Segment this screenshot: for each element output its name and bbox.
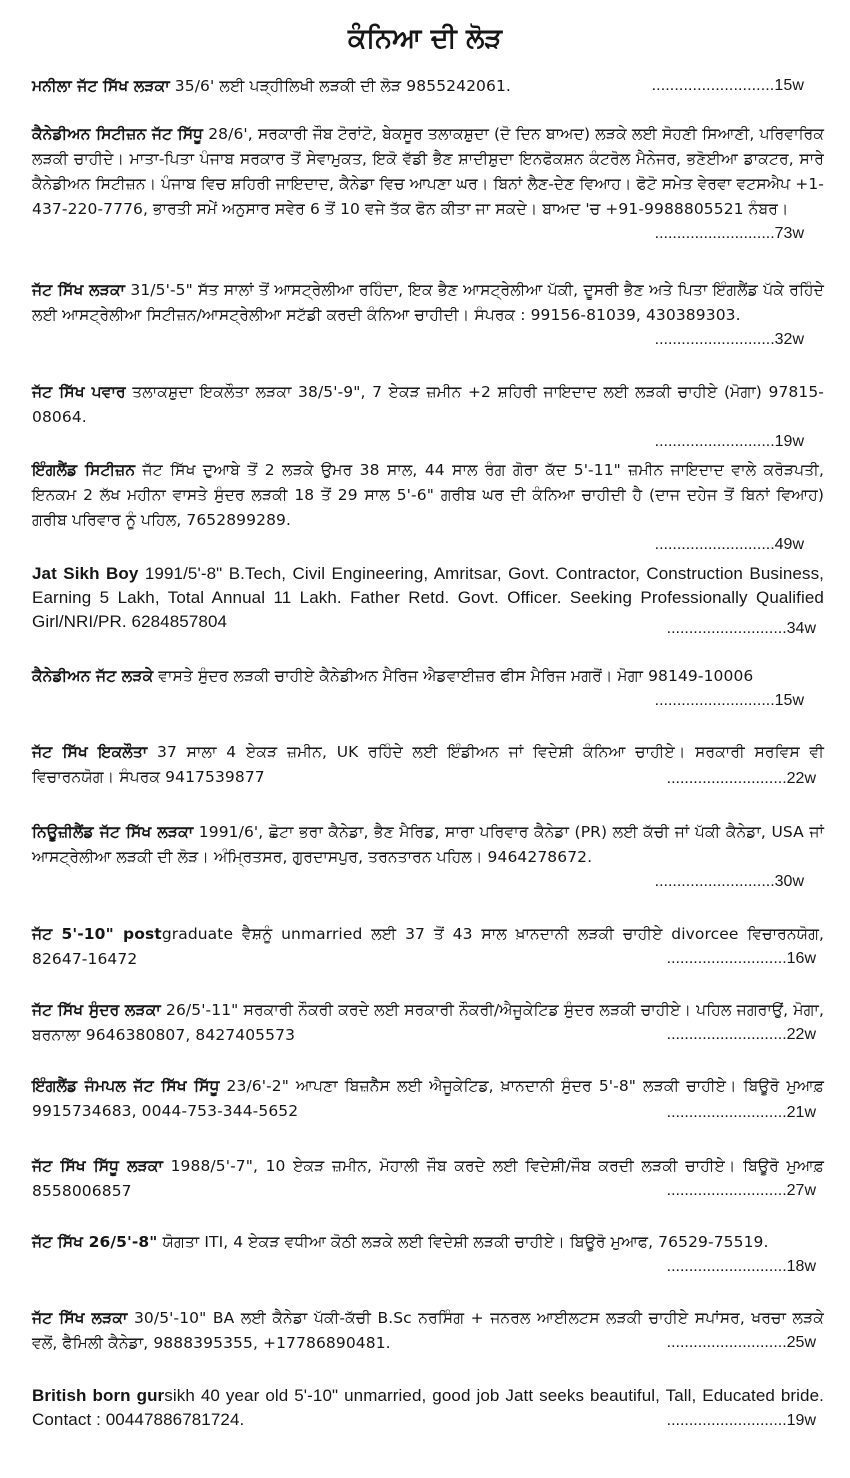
ad-ref: ...........................19w bbox=[666, 1412, 816, 1429]
ad-ref: ...........................49w bbox=[654, 536, 804, 553]
ad-item bbox=[32, 820, 824, 894]
ad-lead: ਜੱਟ ਸਿੱਖ ਲੜਕਾ bbox=[32, 1309, 128, 1327]
page-title: ਕੰਨਿਆ ਦੀ ਲੋੜ bbox=[347, 23, 503, 54]
ad-ref: ...........................27w bbox=[666, 1182, 816, 1199]
ad-text: 1991/5'-8" B.Tech, Civil Engineering, Amritsar, Govt. Contractor, Construction Business, Earning 5 Lakh, Total Annual 11 Lakh. Father Retd. Govt. Officer. Seeking Professionally Qualified Girl/NRI/PR. 6284857804 bbox=[32, 564, 824, 631]
ad-ref: ...........................25w bbox=[666, 1334, 816, 1351]
ad-ref: ...........................22w bbox=[666, 770, 816, 787]
ad-lead: ਇੰਗਲੈਂਡ ਜੰਮਪਲ ਜੱਟ ਸਿੱਖ ਸਿੱਧੂ bbox=[32, 1077, 220, 1095]
ad-text: 30/5'-10" BA ਲਈ ਕੈਨੇਡਾ ਪੱਕੀ-ਕੱਚੀ B.Sc ਨਰਸਿੰਗ + ਜਨਰਲ ਆਈਲਟਸ ਲੜਕੀ ਚਾਹੀਏ ਸਪਾਂਸਰ, ਖਰਚਾ ਲੜਕੇ ਵਲੋਂ, ਫੈਮਿਲੀ ਕੈਨੇਡਾ, 9888395355, +17786890481. bbox=[32, 1309, 824, 1352]
ad-lead: ਕੈਨੇਡੀਅਨ ਸਿਟੀਜ਼ਨ ਜੱਟ ਸਿੱਧੂ bbox=[32, 125, 204, 143]
ad-lead: ਇੰਗਲੈਂਡ ਸਿਟੀਜ਼ਨ bbox=[32, 461, 136, 479]
ad-text: 35/6' ਲਈ ਪੜ੍ਹੀਲਿਖੀ ਲੜਕੀ ਦੀ ਲੋੜ 9855242061. bbox=[169, 77, 511, 95]
ad-text: 1991/6', ਛੋਟਾ ਭਰਾ ਕੈਨੇਡਾ, ਭੈਣ ਮੈਰਿਡ, ਸਾਰਾ ਪਰਿਵਾਰ ਕੈਨੇਡਾ (PR) ਲਈ ਕੱਚੀ ਜਾਂ ਪੱਕੀ ਕੈਨੇਡਾ, USA ਜਾਂ ਆਸਟ੍ਰੇਲੀਆ ਲੜਕੀ ਦੀ ਲੋੜ। ਅੰਮ੍ਰਿਤਸਰ, ਗੁਰਦਾਸਪੁਰ, ਤਰਨਤਾਰਨ ਪਹਿਲ। 9464278672. bbox=[32, 823, 825, 866]
ad-item bbox=[32, 458, 824, 557]
ad-lead: British born gur bbox=[32, 1386, 165, 1405]
ad-ref: ...........................34w bbox=[666, 620, 816, 637]
ad-lead: ਜੱਟ ਸਿੱਖ ਲੜਕਾ bbox=[32, 281, 126, 299]
ad-item bbox=[32, 122, 824, 246]
ad-text: graduate ਵੈਸ਼ਨੂੰ unmarried ਲਈ 37 ਤੋਂ 43 ਸਾਲ ਖ਼ਾਨਦਾਨੀ ਲੜਕੀ ਚਾਹੀਏ divorcee ਵਿਚਾਰਨਯੋਗ, 82647-16472 bbox=[32, 925, 824, 968]
ad-ref: ...........................22w bbox=[666, 1026, 816, 1043]
ad-text: 26/5'-11" ਸਰਕਾਰੀ ਨੌਕਰੀ ਕਰਦੇ ਲਈ ਸਰਕਾਰੀ ਨੌਕਰੀ/ਐਜੂਕੇਟਿਡ ਸੁੰਦਰ ਲੜਕੀ ਚਾਹੀਏ। ਪਹਿਲ ਜਗਰਾਉਂ, ਮੋਗਾ, ਬਰਨਾਲਾ 9646380807, 8427405573 bbox=[32, 1001, 824, 1044]
ad-text: 1988/5'-7", 10 ਏਕੜ ਜ਼ਮੀਨ, ਮੋਹਾਲੀ ਜੌਬ ਕਰਦੇ ਲਈ ਵਿਦੇਸ਼ੀ/ਜੌਬ ਕਰਦੀ ਲੜਕੀ ਚਾਹੀਏ। ਬਿਊਰੋ ਮੁਆਫ਼ 8558006857 bbox=[32, 1157, 824, 1200]
ad-lead: ਨਿਊਜ਼ੀਲੈਂਡ ਜੱਟ ਸਿੱਖ ਲੜਕਾ bbox=[32, 823, 194, 841]
ad-ref: ...........................19w bbox=[654, 433, 804, 450]
ad-item bbox=[32, 380, 824, 454]
ad-ref: ...........................21w bbox=[666, 1104, 816, 1121]
ad-text: sikh 40 year old 5'-10" unmarried, good job Jatt seeks beautiful, Tall, Educated bride. Contact : 00447886781724. bbox=[32, 1386, 824, 1429]
ad-ref: ...........................15w bbox=[654, 692, 804, 709]
ad-item bbox=[32, 278, 824, 352]
ad-text: 28/6', ਸਰਕਾਰੀ ਜੌਬ ਟੋਰਾਂਟੋ, ਬੇਕਸੂਰ ਤਲਾਕਸ਼ੁਦਾ (ਦੋ ਦਿਨ ਬਾਅਦ) ਲੜਕੇ ਲਈ ਸੋਹਣੀ ਸਿਆਣੀ, ਪਰਿਵਾਰਿਕ ਲੜਕੀ ਚਾਹੀਦੇ। ਮਾਤਾ-ਪਿਤਾ ਪੰਜਾਬ ਸਰਕਾਰ ਤੋਂ ਸੇਵਾਮੁਕਤ, ਇਕੋ ਵੱਡੀ ਭੈਣ ਸ਼ਾਦੀਸ਼ੁਦਾ ਇਨਫੋਕਸ਼ਨ ਕੰਟਰੋਲ ਮੈਨੇਜਰ, ਭਣੋਈਆ ਡਾਕਟਰ, ਸਾਰੇ ਕੈਨੇਡੀਅਨ ਸਿਟੀਜ਼ਨ। ਪੰਜਾਬ ਵਿਚ ਸ਼ਹਿਰੀ ਜਾਇਦਾਦ, ਕੈਨੇਡਾ ਵਿਚ ਆਪਣਾ ਘਰ। ਬਿਨਾਂ ਲੈਣ-ਦੇਣ ਵਿਆਹ। ਫੋਟੋ ਸਮੇਤ ਵੇਰਵਾ ਵਟਸਐਪ +1-437-220-7776, ਭਾਰਤੀ ਸਮੇਂ ਅਨੁਸਾਰ ਸਵੇਰ 6 ਤੋਂ 10 ਵਜੇ ਤੱਕ ਫੋਨ ਕੀਤਾ ਜਾ ਸਕਦੇ। ਬਾਅਦ 'ਚ +91-9988805521 ਨੰਬਰ। bbox=[32, 125, 824, 218]
ad-item bbox=[32, 74, 824, 99]
ad-text: 37 ਸਾਲਾ 4 ਏਕੜ ਜ਼ਮੀਨ, UK ਰਹਿੰਦੇ ਲਈ ਇੰਡੀਅਨ ਜਾਂ ਵਿਦੇਸ਼ੀ ਕੰਨਿਆ ਚਾਹੀਏ। ਸਰਕਾਰੀ ਸਰਵਿਸ ਵੀ ਵਿਚਾਰਨਯੋਗ। ਸੰਪਰਕ 9417539877 bbox=[32, 743, 824, 786]
ad-ref: ...........................73w bbox=[654, 225, 804, 242]
ad-ref: ...........................30w bbox=[654, 873, 804, 890]
ad-lead: ਜੱਟ 5'-10" post bbox=[32, 925, 162, 943]
ad-lead: ਮਨੀਲਾ ਜੱਟ ਸਿੱਖ ਲੜਕਾ bbox=[32, 77, 170, 95]
ad-lead: ਕੈਨੇਡੀਅਨ ਜੱਟ ਲੜਕੇ bbox=[32, 667, 154, 685]
ad-lead: ਜੱਟ ਸਿੱਖ ਸੁੰਦਰ ਲੜਕਾ bbox=[32, 1001, 161, 1019]
ad-item bbox=[32, 664, 824, 713]
ad-item bbox=[32, 1230, 824, 1255]
ad-ref: ...........................18w bbox=[666, 1258, 816, 1275]
ad-text: 31/5'-5" ਸੱਤ ਸਾਲਾਂ ਤੋਂ ਆਸਟ੍ਰੇਲੀਆ ਰਹਿੰਦਾ, ਇਕ ਭੈਣ ਆਸਟ੍ਰੇਲੀਆ ਪੱਕੀ, ਦੂਸਰੀ ਭੈਣ ਅਤੇ ਪਿਤਾ ਇੰਗਲੈਂਡ ਪੱਕੇ ਰਹਿੰਦੇ ਲਈ ਆਸਟ੍ਰੇਲੀਆ ਸਿਟੀਜ਼ਨ/ਆਸਟ੍ਰੇਲੀਆ ਸਟੱਡੀ ਕਰਦੀ ਕੰਨਿਆ ਚਾਹੀਦੀ। ਸੰਪਰਕ : 99156-81039, 430389303. bbox=[32, 281, 824, 324]
ad-lead: ਜੱਟ ਸਿੱਖ ਪਵਾਰ bbox=[32, 383, 126, 401]
ad-text: ਵਾਸਤੇ ਸੁੰਦਰ ਲੜਕੀ ਚਾਹੀਏ ਕੈਨੇਡੀਅਨ ਮੈਰਿਜ ਐਡਵਾਈਜ਼ਰ ਫੀਸ ਮੈਰਿਜ ਮਗਰੋਂ। ਮੋਗਾ 98149-10006 bbox=[153, 667, 754, 685]
ad-text: ਜੱਟ ਸਿੱਖ ਦੁਆਬੇ ਤੋਂ 2 ਲੜਕੇ ਉਮਰ 38 ਸਾਲ, 44 ਸਾਲ ਰੰਗ ਗੋਰਾ ਕੱਦ 5'-11" ਜ਼ਮੀਨ ਜਾਇਦਾਦ ਵਾਲੇ ਕਰੋੜਪਤੀ, ਇਨਕਮ 2 ਲੱਖ ਮਹੀਨਾ ਵਾਸਤੇ ਸੁੰਦਰ ਲੜਕੀ 18 ਤੋਂ 29 ਸਾਲ 5'-6" ਗਰੀਬ ਘਰ ਦੀ ਕੰਨਿਆ ਚਾਹੀਦੀ ਹੈ (ਦਾਜ ਦਹੇਜ ਤੋਂ ਬਿਨਾਂ ਵਿਆਹ) ਗਰੀਬ ਪਰਿਵਾਰ ਨੂੰ ਪਹਿਲ, 7652899289. bbox=[32, 461, 824, 529]
ad-lead: ਜੱਟ ਸਿੱਖ ਇਕਲੌਤਾ bbox=[32, 743, 148, 761]
ad-ref: ...........................15w bbox=[651, 77, 804, 94]
ad-text: 23/6'-2" ਆਪਣਾ ਬਿਜ਼ਨੈੱਸ ਲਈ ਐਜੂਕੇਟਿਡ, ਖ਼ਾਨਦਾਨੀ ਸੁੰਦਰ 5'-8" ਲੜਕੀ ਚਾਹੀਏ। ਬਿਊਰੋ ਮੁਆਫ਼ 9915734683, 0044-753-344-5652 bbox=[32, 1077, 824, 1120]
ad-lead: ਜੱਟ ਸਿੱਖ ਸਿੱਧੂ ਲੜਕਾ bbox=[32, 1157, 163, 1175]
ad-lead: Jat Sikh Boy bbox=[32, 564, 139, 583]
ad-text: ਤਲਾਕਸ਼ੁਦਾ ਇਕਲੌਤਾ ਲੜਕਾ 38/5'-9", 7 ਏਕੜ ਜ਼ਮੀਨ +2 ਸ਼ਹਿਰੀ ਜਾਇਦਾਦ ਲਈ ਲੜਕੀ ਚਾਹੀਏ (ਮੋਗਾ) 97815-08064. bbox=[32, 383, 824, 426]
ad-text: ਯੋਗਤਾ ITI, 4 ਏਕੜ ਵਧੀਆ ਕੋਠੀ ਲੜਕੇ ਲਈ ਵਿਦੇਸ਼ੀ ਲੜਕੀ ਚਾਹੀਏ। ਬਿਊਰੋ ਮੁਆਫ, 76529-75519. bbox=[157, 1233, 769, 1251]
ad-ref: ...........................32w bbox=[654, 331, 804, 348]
ad-lead: ਜੱਟ ਸਿੱਖ 26/5'-8" bbox=[32, 1233, 158, 1251]
ad-ref: ...........................16w bbox=[666, 950, 816, 967]
